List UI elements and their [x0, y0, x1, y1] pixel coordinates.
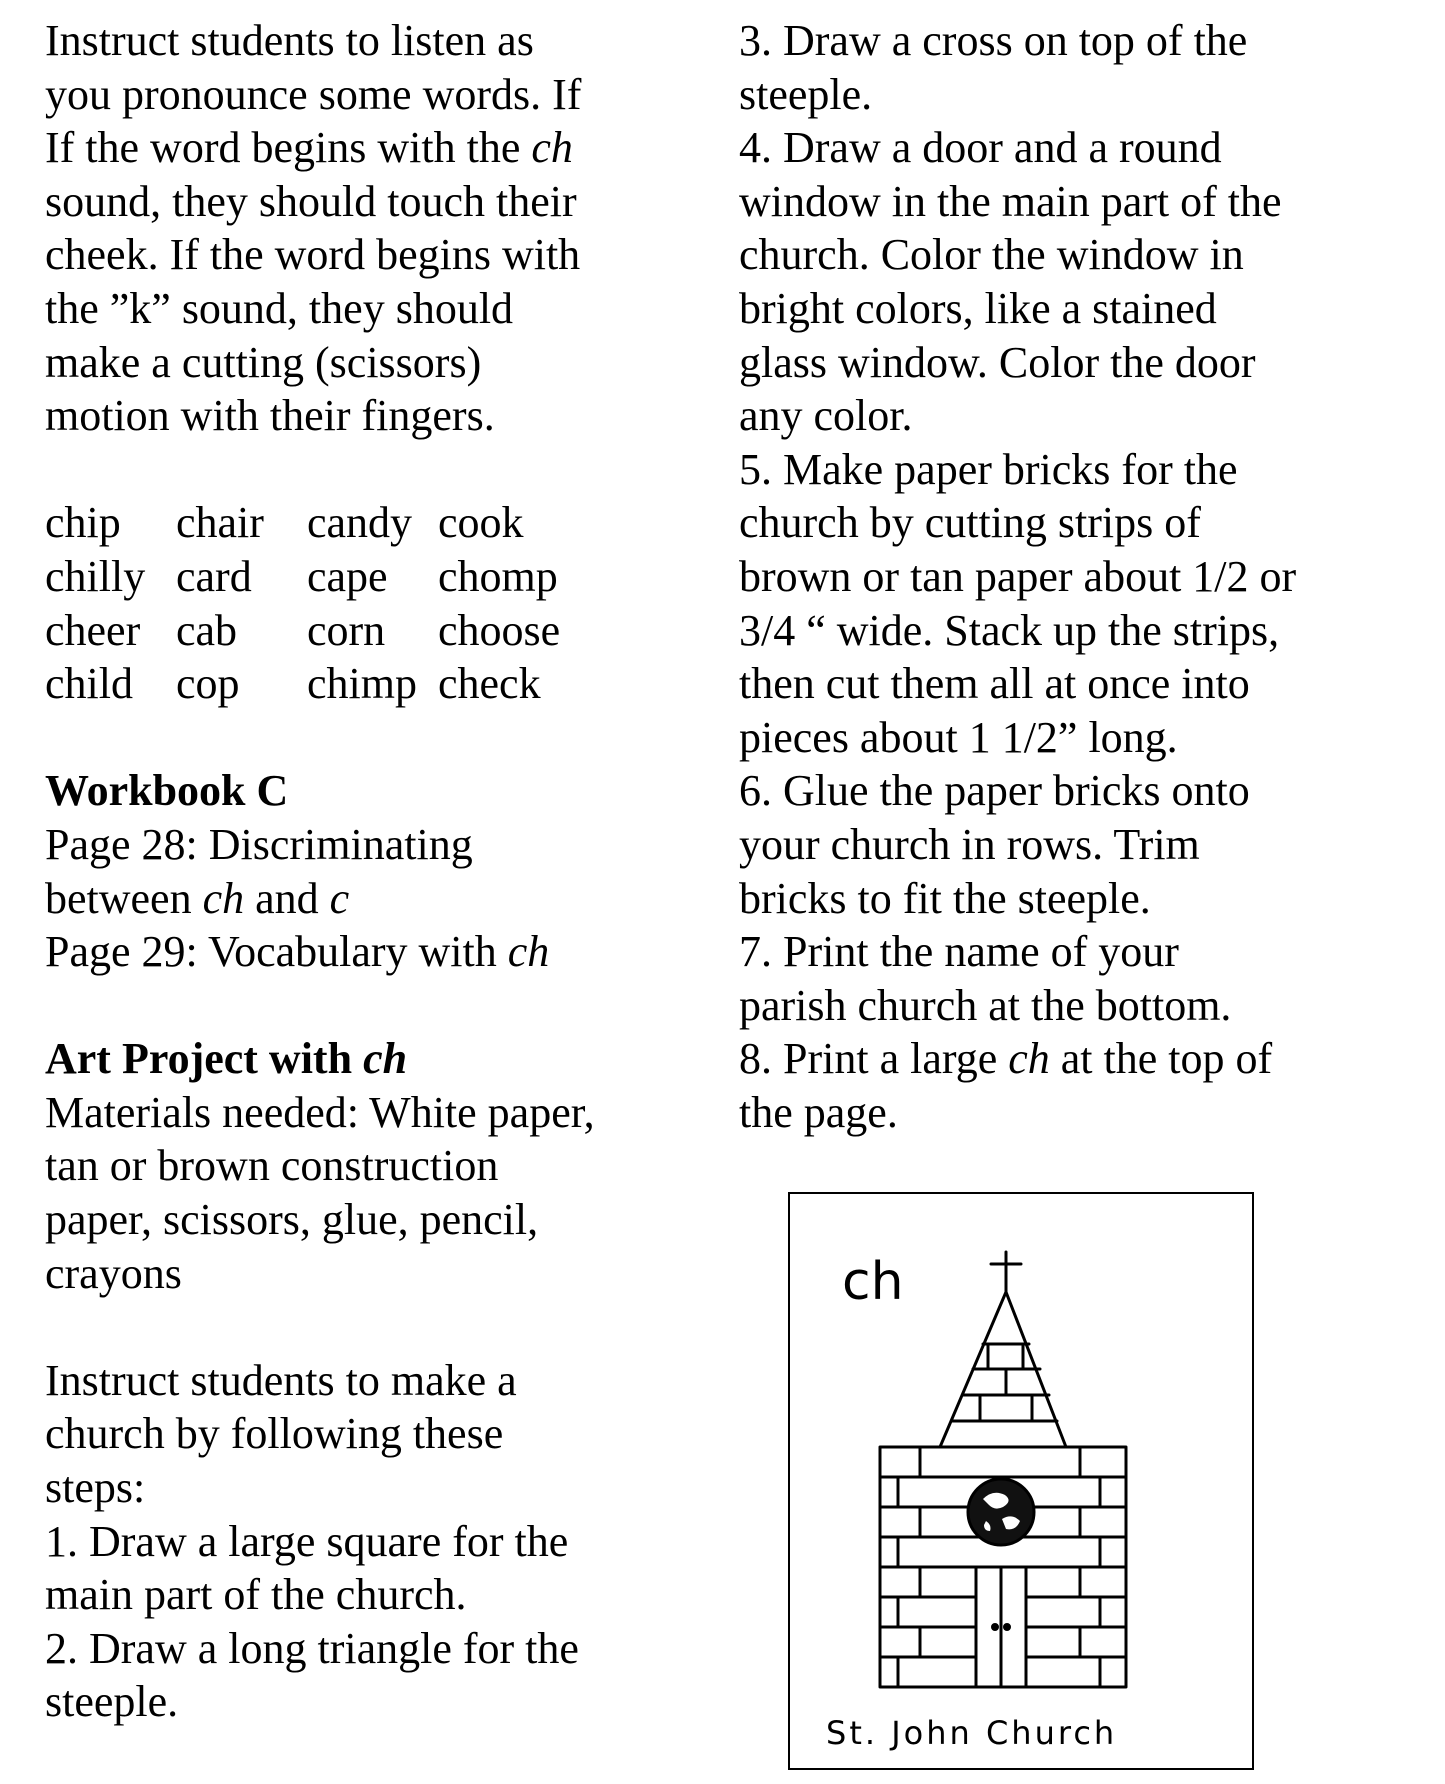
- word: chair: [176, 498, 264, 548]
- step-line: glass window. Color the door: [739, 337, 1256, 387]
- intro-line: the ”k” sound, they should: [45, 283, 514, 333]
- step-line: steeple.: [45, 1677, 179, 1727]
- workbook-text: and: [244, 873, 330, 923]
- word-row: [45, 550, 700, 604]
- intro-line: make a cutting (scissors): [45, 337, 482, 387]
- intro-ch-italic: ch: [531, 123, 573, 173]
- word: cape: [307, 551, 388, 601]
- word-row: [45, 496, 700, 550]
- word: cheer: [45, 605, 141, 655]
- bottom-label: St. John Church: [826, 1714, 1118, 1752]
- spacer: [45, 979, 700, 1033]
- intro-text: If the word begins with the: [45, 123, 532, 173]
- word: candy: [307, 498, 413, 548]
- art-heading: [45, 1032, 700, 1086]
- spacer: [45, 1300, 700, 1354]
- word: chip: [45, 498, 121, 548]
- step-line: 1. Draw a large square for the: [45, 1516, 569, 1566]
- intro-line: [45, 121, 700, 175]
- step-line: bright colors, like a stained: [739, 283, 1217, 333]
- step-line: steeple.: [739, 69, 873, 119]
- step-line: 6. Glue the paper bricks onto: [739, 766, 1250, 816]
- left-column: [45, 14, 700, 1729]
- workbook-page-28-cont: [45, 872, 700, 926]
- round-window-icon: [968, 1479, 1034, 1545]
- right-column: [739, 14, 1399, 1139]
- materials-line: paper, scissors, glue, pencil,: [45, 1195, 539, 1245]
- step-line: any color.: [739, 391, 913, 441]
- step-line: then cut them all at once into: [739, 659, 1250, 709]
- workbook-heading: Workbook C: [45, 766, 289, 816]
- workbook-text: Page 29: Vocabulary with: [45, 927, 508, 977]
- step-line: 3/4 “ wide. Stack up the strips,: [739, 605, 1280, 655]
- spacer: [45, 443, 700, 497]
- workbook-text: between: [45, 873, 203, 923]
- step-8-line: [739, 1032, 1399, 1086]
- word: choose: [438, 605, 561, 655]
- step-line: pieces about 1 1/2” long.: [739, 712, 1178, 762]
- step-line: 2. Draw a long triangle for the: [45, 1623, 579, 1673]
- steps-intro-line: church by following these: [45, 1409, 504, 1459]
- step-line: bricks to fit the steeple.: [739, 873, 1151, 923]
- word: check: [438, 659, 541, 709]
- workbook-page-29: [45, 925, 700, 979]
- intro-line: you pronounce some words. If: [45, 69, 582, 119]
- word: cab: [176, 605, 238, 655]
- intro-line: cheek. If the word begins with: [45, 230, 581, 280]
- church-illustration: [788, 1192, 1254, 1770]
- workbook-page-28: Page 28: Discriminating: [45, 819, 473, 869]
- workbook-c-italic: c: [329, 873, 350, 923]
- word-row: [45, 657, 700, 711]
- word: chomp: [438, 551, 558, 601]
- word: cook: [438, 498, 524, 548]
- steps-intro-line: steps:: [45, 1463, 146, 1513]
- step-line: 3. Draw a cross on top of the: [739, 16, 1248, 65]
- step-line: parish church at the bottom.: [739, 980, 1232, 1030]
- intro-line: Instruct students to listen as: [45, 16, 534, 65]
- step-line: 4. Draw a door and a round: [739, 123, 1222, 173]
- materials-line: tan or brown construction: [45, 1141, 499, 1191]
- word: child: [45, 659, 133, 709]
- word: chimp: [307, 659, 417, 709]
- step-line: brown or tan paper about 1/2 or: [739, 551, 1297, 601]
- word: cop: [176, 659, 240, 709]
- step-line: 7. Print the name of your: [739, 927, 1179, 977]
- art-heading-ch: ch: [363, 1034, 408, 1084]
- word: card: [176, 551, 252, 601]
- workbook-ch-italic: ch: [507, 927, 550, 977]
- step-line: church by cutting strips of: [739, 498, 1201, 548]
- materials-line: Materials needed: White paper,: [45, 1087, 595, 1137]
- intro-line: motion with their fingers.: [45, 391, 495, 441]
- word: chilly: [45, 551, 146, 601]
- word-list: [45, 496, 700, 710]
- step-line: main part of the church.: [45, 1570, 467, 1620]
- step-line: 5. Make paper bricks for the: [739, 444, 1238, 494]
- step-text: at the top of: [1049, 1034, 1273, 1084]
- step-text: 8. Print a large: [739, 1034, 1009, 1084]
- art-heading-text: Art Project with: [45, 1034, 364, 1084]
- step-line: your church in rows. Trim: [739, 819, 1200, 869]
- step-line: the page.: [739, 1087, 898, 1137]
- step-line: window in the main part of the: [739, 176, 1282, 226]
- intro-line: sound, they should touch their: [45, 176, 577, 226]
- church-drawing: [790, 1194, 1256, 1772]
- materials-line: crayons: [45, 1248, 182, 1298]
- top-label: ch: [842, 1252, 904, 1312]
- word: corn: [307, 605, 386, 655]
- workbook-ch-italic: ch: [202, 873, 245, 923]
- steps-intro-line: Instruct students to make a: [45, 1355, 517, 1405]
- step-ch-italic: ch: [1008, 1034, 1050, 1084]
- word-row: [45, 604, 700, 658]
- spacer: [45, 711, 700, 765]
- step-line: church. Color the window in: [739, 230, 1244, 280]
